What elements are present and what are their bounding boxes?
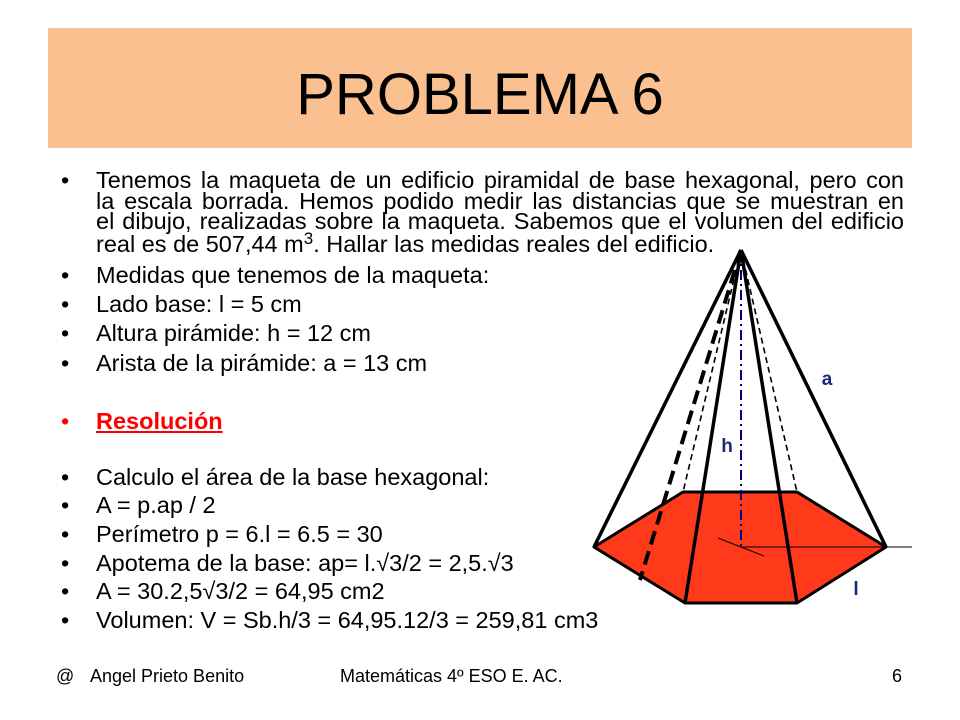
- hidden-edge-back-right: [741, 250, 797, 492]
- step-area-result: A = 30.2,5√3/2 = 64,95 cm2: [96, 578, 385, 604]
- footer-page-number: 6: [892, 666, 903, 686]
- label-side: l: [853, 579, 859, 600]
- step-perimeter: Perímetro p = 6.l = 6.5 = 30: [96, 521, 383, 547]
- intro-line-3: el dibujo, realizadas sobre la maqueta. Sabemos que el volumen del edificio: [96, 208, 904, 234]
- label-edge: a: [821, 369, 833, 390]
- footer-course: Matemáticas 4º ESO E. AC.: [340, 666, 563, 686]
- measure-height: Altura pirámide: h = 12 cm: [96, 320, 371, 346]
- label-height: h: [721, 436, 733, 457]
- intro-line-4-end: . Hallar las medidas reales del edificio.: [313, 231, 715, 257]
- slide-title: PROBLEMA 6: [296, 62, 664, 127]
- intro-line-1: Tenemos la maqueta de un edificio piramidal de base hexagonal, pero con: [96, 167, 904, 193]
- measures-heading: Medidas que tenemos de la maqueta:: [96, 262, 490, 288]
- intro-superscript: 3: [303, 229, 314, 248]
- measure-edge: Arista de la pirámide: a = 13 cm: [96, 350, 428, 376]
- step-area-intro: Calculo el área de la base hexagonal:: [96, 464, 490, 490]
- measure-side: Lado base: l = 5 cm: [96, 291, 302, 317]
- footer-author: Angel Prieto Benito: [90, 666, 245, 686]
- step-area-formula: A = p.ap / 2: [96, 492, 216, 518]
- resolution-heading: Resolución: [96, 408, 223, 434]
- intro-line-4-start: real es de 507,44 m: [96, 231, 304, 257]
- step-apothem: Apotema de la base: ap= l.√3/2 = 2,5.√3: [96, 550, 514, 576]
- intro-line-2: la escala borrada. Hemos podido medir las distancias que se muestran en: [96, 188, 904, 214]
- step-volume: Volumen: V = Sb.h/3 = 64,95.12/3 = 259,81 cm3: [96, 607, 599, 633]
- footer-at-symbol: @: [56, 666, 75, 686]
